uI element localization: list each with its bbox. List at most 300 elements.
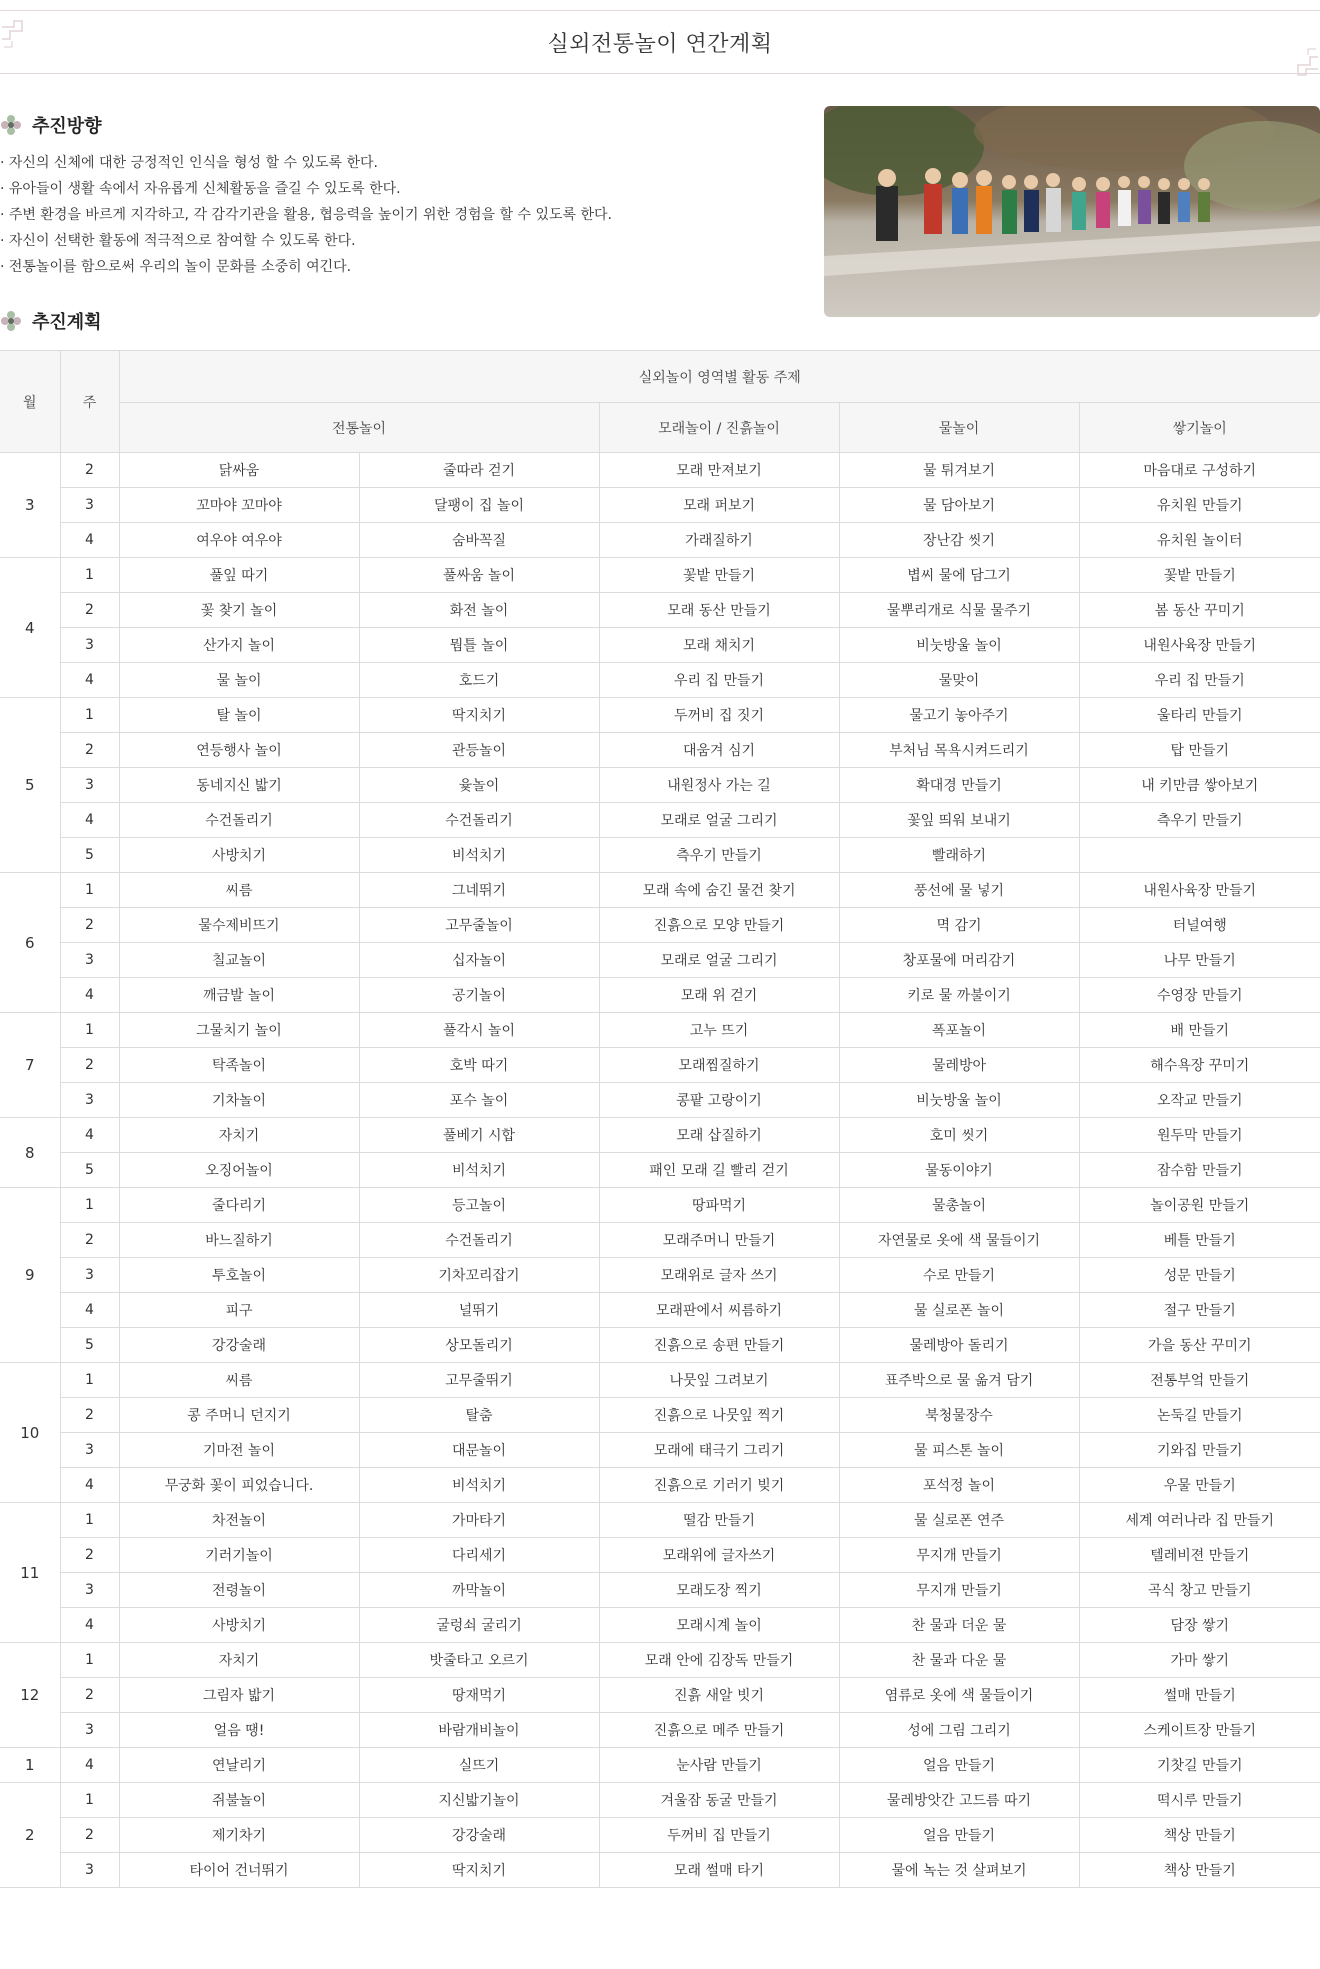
sand-cell: 모래판에서 씨름하기	[599, 1293, 839, 1328]
build-cell: 스케이트장 만들기	[1079, 1713, 1320, 1748]
sand-cell: 모래시계 놀이	[599, 1608, 839, 1643]
corner-pattern-icon	[0, 17, 40, 57]
week-cell: 4	[60, 1468, 119, 1503]
week-cell: 1	[60, 1363, 119, 1398]
traditional-cell: 물 놀이	[119, 663, 359, 698]
sand-cell: 모래 채치기	[599, 628, 839, 663]
week-cell: 4	[60, 1608, 119, 1643]
sand-cell: 모래 썰매 타기	[599, 1853, 839, 1888]
direction-heading-label: 추진방향	[32, 116, 102, 137]
traditional-cell: 강강술래	[359, 1818, 599, 1853]
water-cell: 물고기 놓아주기	[839, 698, 1079, 733]
page-title: 실외전통놀이 연간계획	[547, 31, 773, 57]
water-cell: 물레방아 돌리기	[839, 1328, 1079, 1363]
sand-cell: 두꺼비 집 만들기	[599, 1818, 839, 1853]
table-row	[0, 733, 1320, 768]
traditional-cell: 공기놀이	[359, 978, 599, 1013]
sand-cell: 땅파먹기	[599, 1188, 839, 1223]
water-cell: 물뿌리개로 식물 물주기	[839, 593, 1079, 628]
week-cell: 3	[60, 1258, 119, 1293]
sand-cell: 모래도장 찍기	[599, 1573, 839, 1608]
sand-cell: 모래에 태극기 그리기	[599, 1433, 839, 1468]
water-cell: 폭포놀이	[839, 1013, 1079, 1048]
build-cell: 전통부엌 만들기	[1079, 1363, 1320, 1398]
week-cell: 2	[60, 1048, 119, 1083]
sand-cell: 모래 삽질하기	[599, 1118, 839, 1153]
traditional-cell: 연등행사 놀이	[119, 733, 359, 768]
build-cell: 수영장 만들기	[1079, 978, 1320, 1013]
build-cell: 텔레비젼 만들기	[1079, 1538, 1320, 1573]
water-cell: 성에 그림 그리기	[839, 1713, 1079, 1748]
traditional-cell: 탈춤	[359, 1398, 599, 1433]
table-row	[0, 1223, 1320, 1258]
sand-cell: 모래 퍼보기	[599, 488, 839, 523]
table-row	[0, 908, 1320, 943]
sand-cell: 눈사람 만들기	[599, 1748, 839, 1783]
traditional-cell: 포수 놀이	[359, 1083, 599, 1118]
water-cell: 키로 물 까불이기	[839, 978, 1079, 1013]
traditional-cell: 대문놀이	[359, 1433, 599, 1468]
sand-cell: 모래찜질하기	[599, 1048, 839, 1083]
build-cell: 썰매 만들기	[1079, 1678, 1320, 1713]
traditional-cell: 씨름	[119, 1363, 359, 1398]
traditional-cell: 딱지치기	[359, 698, 599, 733]
sand-cell: 진흙으로 메주 만들기	[599, 1713, 839, 1748]
build-cell: 내원사육장 만들기	[1079, 628, 1320, 663]
month-cell: 4	[0, 558, 60, 698]
traditional-cell: 수건돌리기	[119, 803, 359, 838]
traditional-cell: 무궁화 꽃이 피었습니다.	[119, 1468, 359, 1503]
traditional-cell: 다리세기	[359, 1538, 599, 1573]
sand-cell: 모래위에 글자쓰기	[599, 1538, 839, 1573]
traditional-cell: 피구	[119, 1293, 359, 1328]
traditional-cell: 까막놀이	[359, 1573, 599, 1608]
table-row	[0, 838, 1320, 873]
direction-item: · 유아들이 생활 속에서 자유롭게 신체활동을 즐길 수 있도록 한다.	[0, 176, 780, 202]
traditional-cell: 기차놀이	[119, 1083, 359, 1118]
traditional-cell: 비석치기	[359, 1468, 599, 1503]
week-cell: 1	[60, 558, 119, 593]
sand-cell: 측우기 만들기	[599, 838, 839, 873]
water-cell: 창포물에 머리감기	[839, 943, 1079, 978]
build-cell: 터널여행	[1079, 908, 1320, 943]
build-cell: 책상 만들기	[1079, 1853, 1320, 1888]
week-cell: 3	[60, 1083, 119, 1118]
table-row	[0, 1503, 1320, 1538]
corner-pattern-icon	[1280, 39, 1320, 79]
traditional-cell: 콩 주머니 던지기	[119, 1398, 359, 1433]
week-cell: 2	[60, 733, 119, 768]
table-row	[0, 523, 1320, 558]
water-cell: 빨래하기	[839, 838, 1079, 873]
week-cell: 2	[60, 593, 119, 628]
direction-heading	[0, 112, 102, 138]
table-row	[0, 558, 1320, 593]
build-cell: 측우기 만들기	[1079, 803, 1320, 838]
build-cell: 책상 만들기	[1079, 1818, 1320, 1853]
month-cell: 9	[0, 1188, 60, 1363]
table-row	[0, 1188, 1320, 1223]
direction-item: · 주변 환경을 바르게 지각하고, 각 감각기관을 활용, 협응력을 높이기 위한 경험을 할 수 있도록 한다.	[0, 202, 780, 228]
traditional-cell: 차전놀이	[119, 1503, 359, 1538]
traditional-cell: 굴렁쇠 굴리기	[359, 1608, 599, 1643]
month-cell: 5	[0, 698, 60, 873]
traditional-cell: 자치기	[119, 1118, 359, 1153]
traditional-cell: 딱지치기	[359, 1853, 599, 1888]
traditional-cell: 꼬마야 꼬마야	[119, 488, 359, 523]
week-cell: 3	[60, 1573, 119, 1608]
week-cell: 4	[60, 1748, 119, 1783]
build-cell: 담장 쌓기	[1079, 1608, 1320, 1643]
traditional-cell: 가마타기	[359, 1503, 599, 1538]
build-cell: 곡식 창고 만들기	[1079, 1573, 1320, 1608]
water-cell: 수로 만들기	[839, 1258, 1079, 1293]
traditional-cell: 제기차기	[119, 1818, 359, 1853]
table-row	[0, 698, 1320, 733]
header-build: 쌓기놀이	[1079, 403, 1320, 453]
traditional-cell: 고무줄놀이	[359, 908, 599, 943]
sand-cell: 겨울잠 동굴 만들기	[599, 1783, 839, 1818]
month-cell: 3	[0, 453, 60, 558]
traditional-cell: 자치기	[119, 1643, 359, 1678]
build-cell: 우리 집 만들기	[1079, 663, 1320, 698]
month-cell: 11	[0, 1503, 60, 1643]
table-row	[0, 1678, 1320, 1713]
week-cell: 2	[60, 1223, 119, 1258]
sand-cell: 꽃밭 만들기	[599, 558, 839, 593]
sand-cell: 진흙으로 기러기 빚기	[599, 1468, 839, 1503]
header-month: 월	[0, 351, 60, 453]
table-row	[0, 1328, 1320, 1363]
header-week: 주	[60, 351, 119, 453]
sand-cell: 가래질하기	[599, 523, 839, 558]
traditional-cell: 투호놀이	[119, 1258, 359, 1293]
traditional-cell: 비석치기	[359, 1153, 599, 1188]
traditional-cell: 탁족놀이	[119, 1048, 359, 1083]
week-cell: 1	[60, 1013, 119, 1048]
sand-cell: 진흙으로 모양 만들기	[599, 908, 839, 943]
table-row	[0, 978, 1320, 1013]
build-cell: 베틀 만들기	[1079, 1223, 1320, 1258]
water-cell: 물에 녹는 것 살펴보기	[839, 1853, 1079, 1888]
build-cell: 가마 쌓기	[1079, 1643, 1320, 1678]
title-bar	[0, 10, 1320, 74]
build-cell: 잠수함 만들기	[1079, 1153, 1320, 1188]
traditional-cell: 풀싸움 놀이	[359, 558, 599, 593]
traditional-cell: 기마전 놀이	[119, 1433, 359, 1468]
traditional-cell: 산가지 놀이	[119, 628, 359, 663]
traditional-cell: 사방치기	[119, 838, 359, 873]
water-cell: 물 실로폰 연주	[839, 1503, 1079, 1538]
water-cell: 찬 물과 더운 물	[839, 1608, 1079, 1643]
sand-cell: 고누 뜨기	[599, 1013, 839, 1048]
build-cell: 마음대로 구성하기	[1079, 453, 1320, 488]
build-cell: 해수욕장 꾸미기	[1079, 1048, 1320, 1083]
week-cell: 1	[60, 1783, 119, 1818]
table-row	[0, 1363, 1320, 1398]
traditional-cell: 풀각시 놀이	[359, 1013, 599, 1048]
water-cell: 얼음 만들기	[839, 1748, 1079, 1783]
water-cell: 염류로 옷에 색 물들이기	[839, 1678, 1079, 1713]
table-row	[0, 1398, 1320, 1433]
sand-cell: 진흙으로 나뭇잎 찍기	[599, 1398, 839, 1433]
water-cell: 꽃잎 띄워 보내기	[839, 803, 1079, 838]
sand-cell: 우리 집 만들기	[599, 663, 839, 698]
traditional-cell: 강강술래	[119, 1328, 359, 1363]
table-row	[0, 1153, 1320, 1188]
week-cell: 5	[60, 1153, 119, 1188]
build-cell: 유치원 놀이터	[1079, 523, 1320, 558]
week-cell: 4	[60, 978, 119, 1013]
week-cell: 4	[60, 663, 119, 698]
traditional-cell: 상모돌리기	[359, 1328, 599, 1363]
traditional-cell: 실뜨기	[359, 1748, 599, 1783]
traditional-cell: 깨금발 놀이	[119, 978, 359, 1013]
traditional-cell: 관등놀이	[359, 733, 599, 768]
flower-icon	[0, 310, 22, 332]
traditional-cell: 동네지신 밟기	[119, 768, 359, 803]
sand-cell: 모래로 얼굴 그리기	[599, 803, 839, 838]
build-cell: 가을 동산 꾸미기	[1079, 1328, 1320, 1363]
week-cell: 2	[60, 1678, 119, 1713]
traditional-cell: 연날리기	[119, 1748, 359, 1783]
traditional-cell: 바느질하기	[119, 1223, 359, 1258]
build-cell: 유치원 만들기	[1079, 488, 1320, 523]
sand-cell: 내원정사 가는 길	[599, 768, 839, 803]
traditional-cell: 닭싸움	[119, 453, 359, 488]
sand-cell: 두꺼비 집 짓기	[599, 698, 839, 733]
traditional-cell: 숨바꼭질	[359, 523, 599, 558]
water-cell: 물총놀이	[839, 1188, 1079, 1223]
build-cell: 오작교 만들기	[1079, 1083, 1320, 1118]
week-cell: 4	[60, 803, 119, 838]
flower-icon	[0, 114, 22, 136]
build-cell: 우물 만들기	[1079, 1468, 1320, 1503]
traditional-cell: 줄따라 걷기	[359, 453, 599, 488]
table-row	[0, 628, 1320, 663]
table-row	[0, 1293, 1320, 1328]
week-cell: 2	[60, 1818, 119, 1853]
water-cell: 물동이야기	[839, 1153, 1079, 1188]
water-cell: 물 피스톤 놀이	[839, 1433, 1079, 1468]
sand-cell: 대움겨 심기	[599, 733, 839, 768]
direction-item: · 자신의 신체에 대한 긍정적인 인식을 형성 할 수 있도록 한다.	[0, 150, 780, 176]
sand-cell: 모래 안에 김장독 만들기	[599, 1643, 839, 1678]
week-cell: 4	[60, 1293, 119, 1328]
traditional-cell: 등고놀이	[359, 1188, 599, 1223]
build-cell: 기찻길 만들기	[1079, 1748, 1320, 1783]
water-cell: 비눗방울 놀이	[839, 628, 1079, 663]
traditional-cell: 풀잎 따기	[119, 558, 359, 593]
build-cell: 내원사육장 만들기	[1079, 873, 1320, 908]
traditional-cell: 여우야 여우야	[119, 523, 359, 558]
traditional-cell: 타이어 건너뛰기	[119, 1853, 359, 1888]
traditional-cell: 바람개비놀이	[359, 1713, 599, 1748]
sand-cell: 패인 모래 길 빨리 걷기	[599, 1153, 839, 1188]
traditional-cell: 꽃 찾기 놀이	[119, 593, 359, 628]
plan-table-body	[0, 453, 1320, 1888]
water-cell: 호미 씻기	[839, 1118, 1079, 1153]
header-traditional: 전통놀이	[119, 403, 599, 453]
traditional-cell: 호드기	[359, 663, 599, 698]
build-cell: 절구 만들기	[1079, 1293, 1320, 1328]
table-row	[0, 1818, 1320, 1853]
traditional-cell: 호박 따기	[359, 1048, 599, 1083]
sand-cell: 모래 동산 만들기	[599, 593, 839, 628]
build-cell: 탑 만들기	[1079, 733, 1320, 768]
traditional-cell: 화전 놀이	[359, 593, 599, 628]
week-cell: 1	[60, 698, 119, 733]
build-cell: 울타리 만들기	[1079, 698, 1320, 733]
water-cell: 표주박으로 물 옮겨 담기	[839, 1363, 1079, 1398]
traditional-cell: 십자놀이	[359, 943, 599, 978]
water-cell: 풍선에 물 넣기	[839, 873, 1079, 908]
sand-cell: 모래위로 글자 쓰기	[599, 1258, 839, 1293]
table-row	[0, 768, 1320, 803]
traditional-cell: 땅재먹기	[359, 1678, 599, 1713]
week-cell: 3	[60, 628, 119, 663]
week-cell: 2	[60, 453, 119, 488]
traditional-cell: 물수제비뜨기	[119, 908, 359, 943]
table-row	[0, 488, 1320, 523]
table-row	[0, 1748, 1320, 1783]
table-row	[0, 1643, 1320, 1678]
traditional-cell: 수건돌리기	[359, 803, 599, 838]
traditional-cell: 사방치기	[119, 1608, 359, 1643]
traditional-cell: 고무줄뛰기	[359, 1363, 599, 1398]
traditional-cell: 지신밟기놀이	[359, 1783, 599, 1818]
header-sand: 모래놀이 / 진흙놀이	[599, 403, 839, 453]
water-cell: 멱 감기	[839, 908, 1079, 943]
water-cell: 포석정 놀이	[839, 1468, 1079, 1503]
table-row	[0, 1048, 1320, 1083]
traditional-cell: 줄다리기	[119, 1188, 359, 1223]
week-cell: 3	[60, 1713, 119, 1748]
water-cell: 물레방아	[839, 1048, 1079, 1083]
table-row	[0, 453, 1320, 488]
week-cell: 3	[60, 488, 119, 523]
direction-item: · 전통놀이를 함으로써 우리의 놀이 문화를 소중히 여긴다.	[0, 254, 780, 280]
month-cell: 7	[0, 1013, 60, 1118]
build-cell: 내 키만큼 쌓아보기	[1079, 768, 1320, 803]
build-cell: 성문 만들기	[1079, 1258, 1320, 1293]
water-cell: 찬 물과 다운 물	[839, 1643, 1079, 1678]
table-row	[0, 1258, 1320, 1293]
children-photo	[824, 106, 1320, 317]
water-cell: 물 실로폰 놀이	[839, 1293, 1079, 1328]
week-cell: 5	[60, 1328, 119, 1363]
week-cell: 1	[60, 1503, 119, 1538]
month-cell: 8	[0, 1118, 60, 1188]
water-cell: 물 튀겨보기	[839, 453, 1079, 488]
table-row	[0, 943, 1320, 978]
traditional-cell: 수건돌리기	[359, 1223, 599, 1258]
build-cell: 떡시루 만들기	[1079, 1783, 1320, 1818]
build-cell	[1079, 838, 1320, 873]
water-cell: 장난감 씻기	[839, 523, 1079, 558]
table-row	[0, 1433, 1320, 1468]
build-cell: 놀이공원 만들기	[1079, 1188, 1320, 1223]
traditional-cell: 그네뛰기	[359, 873, 599, 908]
traditional-cell: 널뛰기	[359, 1293, 599, 1328]
week-cell: 2	[60, 1538, 119, 1573]
table-row	[0, 1083, 1320, 1118]
table-row	[0, 663, 1320, 698]
traditional-cell: 그림자 밟기	[119, 1678, 359, 1713]
sand-cell: 콩팥 고랑이기	[599, 1083, 839, 1118]
traditional-cell: 칠교놀이	[119, 943, 359, 978]
week-cell: 3	[60, 943, 119, 978]
week-cell: 3	[60, 1853, 119, 1888]
build-cell: 기와집 만들기	[1079, 1433, 1320, 1468]
table-row	[0, 873, 1320, 908]
direction-list	[0, 150, 780, 280]
month-cell: 6	[0, 873, 60, 1013]
traditional-cell: 씨름	[119, 873, 359, 908]
table-row	[0, 593, 1320, 628]
plan-heading	[0, 308, 102, 334]
week-cell: 4	[60, 523, 119, 558]
water-cell: 무지개 만들기	[839, 1538, 1079, 1573]
traditional-cell: 전령놀이	[119, 1573, 359, 1608]
plan-table	[0, 350, 1320, 1888]
build-cell: 논둑길 만들기	[1079, 1398, 1320, 1433]
week-cell: 1	[60, 1643, 119, 1678]
table-row	[0, 1118, 1320, 1153]
header-water: 물놀이	[839, 403, 1079, 453]
sand-cell: 모래 속에 숨긴 물건 찾기	[599, 873, 839, 908]
month-cell: 1	[0, 1748, 60, 1783]
header-group: 실외놀이 영역별 활동 주제	[119, 351, 1320, 403]
plan-heading-label: 추진계획	[32, 312, 102, 333]
month-cell: 10	[0, 1363, 60, 1503]
water-cell: 물레방앗간 고드름 따기	[839, 1783, 1079, 1818]
sand-cell: 떨감 만들기	[599, 1503, 839, 1538]
week-cell: 3	[60, 768, 119, 803]
week-cell: 3	[60, 1433, 119, 1468]
water-cell: 북청물장수	[839, 1398, 1079, 1433]
week-cell: 2	[60, 1398, 119, 1433]
sand-cell: 진흙으로 송편 만들기	[599, 1328, 839, 1363]
water-cell: 물맞이	[839, 663, 1079, 698]
water-cell: 확대경 만들기	[839, 768, 1079, 803]
build-cell: 원두막 만들기	[1079, 1118, 1320, 1153]
sand-cell: 모래로 얼굴 그리기	[599, 943, 839, 978]
traditional-cell: 그물치기 놀이	[119, 1013, 359, 1048]
sand-cell: 나뭇잎 그려보기	[599, 1363, 839, 1398]
sand-cell: 모래 위 걷기	[599, 978, 839, 1013]
month-cell: 2	[0, 1783, 60, 1888]
week-cell: 5	[60, 838, 119, 873]
traditional-cell: 탈 놀이	[119, 698, 359, 733]
traditional-cell: 뭠틀 놀이	[359, 628, 599, 663]
traditional-cell: 기차꼬리잡기	[359, 1258, 599, 1293]
traditional-cell: 기러기놀이	[119, 1538, 359, 1573]
water-cell: 부처님 목욕시켜드리기	[839, 733, 1079, 768]
week-cell: 2	[60, 908, 119, 943]
water-cell: 자연물로 옷에 색 물들이기	[839, 1223, 1079, 1258]
water-cell: 얼음 만들기	[839, 1818, 1079, 1853]
table-row	[0, 1538, 1320, 1573]
build-cell: 봄 동산 꾸미기	[1079, 593, 1320, 628]
build-cell: 꽃밭 만들기	[1079, 558, 1320, 593]
water-cell: 무지개 만들기	[839, 1573, 1079, 1608]
week-cell: 4	[60, 1118, 119, 1153]
water-cell: 볍씨 물에 담그기	[839, 558, 1079, 593]
traditional-cell: 밧줄타고 오르기	[359, 1643, 599, 1678]
traditional-cell: 달팽이 집 놀이	[359, 488, 599, 523]
table-row	[0, 1573, 1320, 1608]
